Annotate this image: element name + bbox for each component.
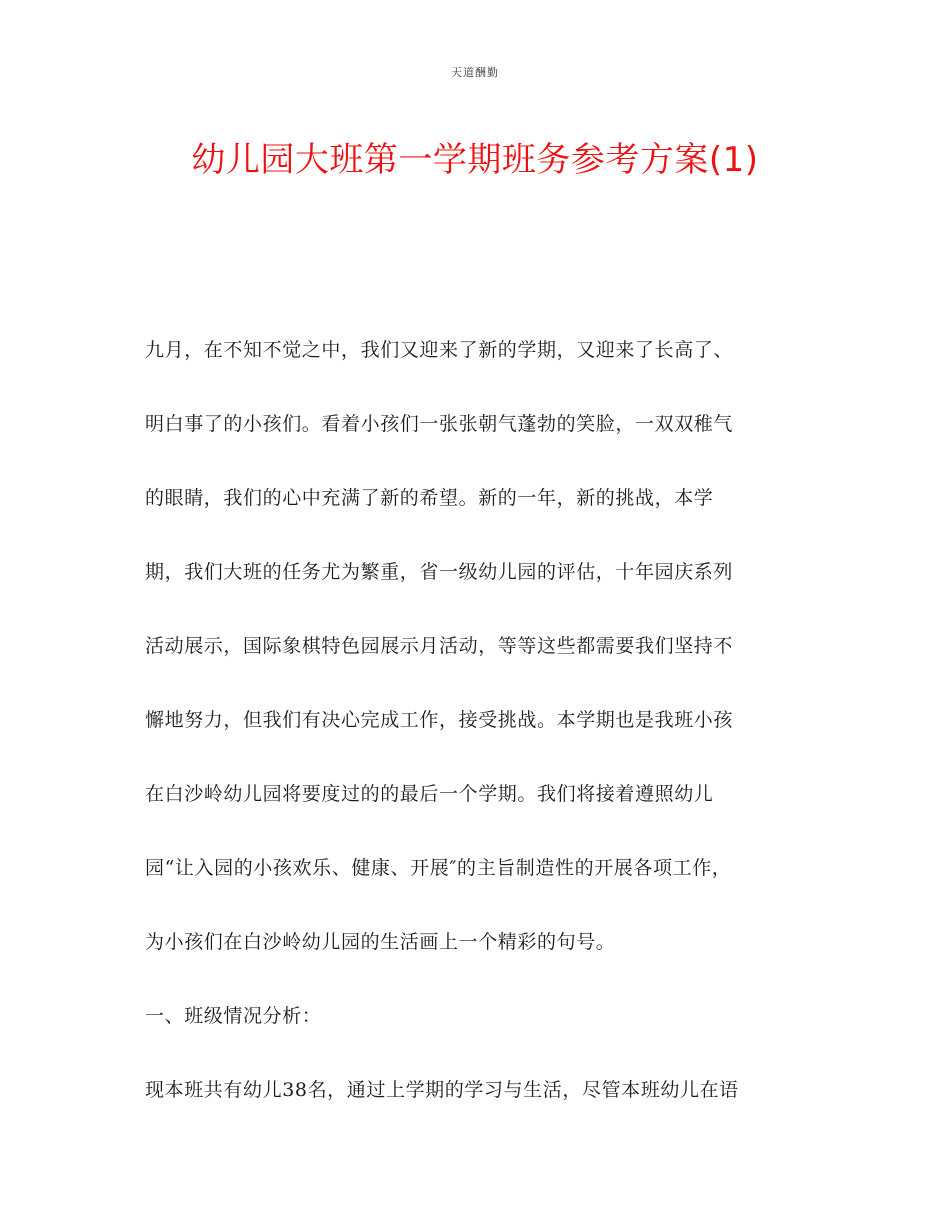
body-line: 活动展示，国际象棋特色园展示月活动，等等这些都需要我们坚持不 [145, 635, 734, 657]
page-header: 天道酬勤 [451, 66, 499, 79]
body-line: 明白事了的小孩们。看着小孩们一张张朝气蓬勃的笑脸，一双双稚气 [145, 413, 734, 435]
body-line: 的眼睛，我们的心中充满了新的希望。新的一年，新的挑战，本学 [145, 487, 714, 509]
document-title: 幼儿园大班第一学期班务参考方案(1) [191, 140, 759, 180]
body-line: 园“让入园的小孩欢乐、健康、开展″的主旨制造性的开展各项工作， [145, 857, 732, 879]
body-line: 懈地努力，但我们有决心完成工作，接受挑战。本学期也是我班小孩 [145, 709, 734, 731]
body-line: 在白沙岭幼儿园将要度过的的最后一个学期。我们将接着遵照幼儿 [145, 783, 714, 805]
body-line: 为小孩们在白沙岭幼儿园的生活画上一个精彩的句号。 [145, 931, 616, 953]
section-heading: 一、班级情况分析： [145, 1005, 322, 1027]
body-line: 九月，在不知不觉之中，我们又迎来了新的学期，又迎来了长高了、 [145, 339, 734, 361]
body-line: 期，我们大班的任务尤为繁重，省一级幼儿园的评估，十年园庆系列 [145, 561, 734, 583]
body-line: 现本班共有幼儿38名，通过上学期的学习与生活，尽管本班幼儿在语 [145, 1079, 739, 1101]
